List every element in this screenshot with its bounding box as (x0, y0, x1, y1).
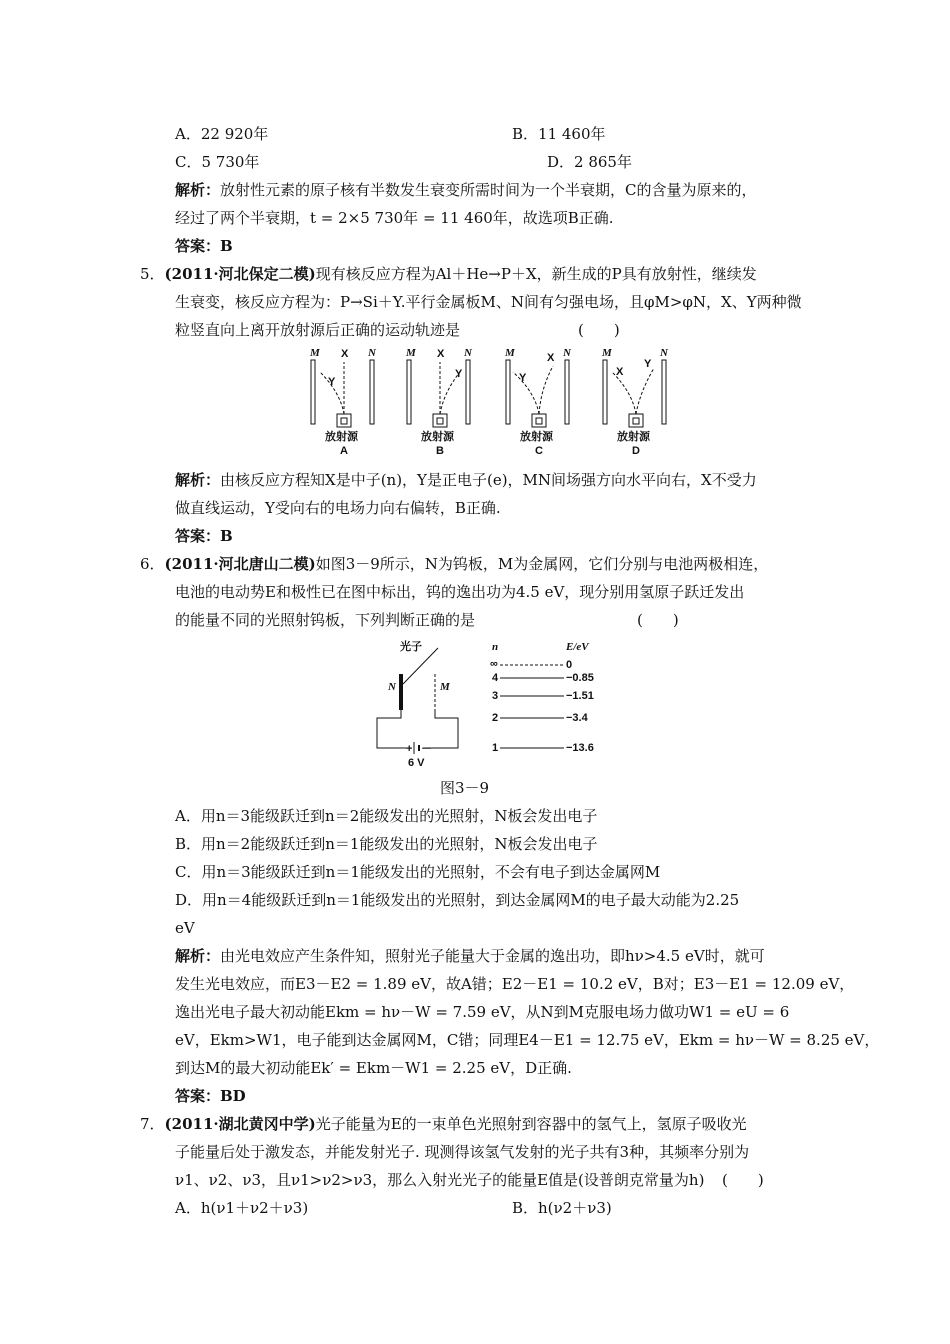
q6-option-c: C．用n＝3能级跃迁到n＝1能级发出的光照射，不会有电子到达金属网M (175, 863, 661, 881)
q5-trajectory-figure (300, 344, 680, 460)
x-label: X (547, 352, 555, 364)
q7-option-b: B．h(ν2＋ν3) (512, 1199, 612, 1217)
battery-minus: － (421, 743, 432, 755)
q5-stem-line-2: 生衰变，核反应方程为：P→Si＋Y.平行金属板M、N间有匀强电场，且φM>φN，X、Y两种微 (175, 293, 802, 311)
y-label: Y (644, 358, 652, 370)
q5-analysis-line-1: 解析：由核反应方程知X是中子(n)，Y是正电子(e)，MN间场强方向水平向右，X不受力 (175, 471, 757, 489)
q7-option-a: A．h(ν1＋ν2＋ν3) (175, 1199, 309, 1217)
plate-m-label: M (505, 347, 515, 359)
plate-m-label: M (406, 347, 416, 359)
q5-panel-b (405, 347, 473, 457)
q5-answer: 答案：B (175, 527, 233, 545)
option-label-b: B (436, 445, 444, 457)
plate-n-label: N (368, 347, 376, 359)
y-label: Y (519, 372, 527, 384)
figure-caption: 图3－9 (440, 779, 490, 797)
q6-analysis-line-4: eV，Ekm>W1，电子能到达金属网M，C错；同理E4－E1 = 12.75 eV，Ekm = hν－W = 8.25 eV， (175, 1031, 880, 1049)
level-e-2: −3.4 (566, 712, 588, 724)
option-label-a: A (340, 445, 348, 457)
option-label-c: C (535, 445, 543, 457)
q5-stem-line-3: 粒竖直向上离开放射源后正确的运动轨迹是 (175, 321, 461, 339)
n-header: n (492, 641, 499, 653)
plate-n-label: N (660, 347, 668, 359)
analysis-label: 解析： (175, 947, 221, 965)
x-label: X (616, 366, 624, 378)
q6-option-b: B．用n＝2能级跃迁到n＝1能级发出的光照射，N板会发出电子 (175, 835, 598, 853)
q6-analysis-line-3: 逸出光电子最大初动能Ekm = hν－W = 7.59 eV，从N到M克服电场力做功W1 = eU = 6 (175, 1003, 790, 1021)
q6-analysis-line-1: 解析：由光电效应产生条件知，照射光子能量大于金属的逸出功，即hν>4.5 eV时，就可 (175, 947, 765, 965)
q5-answer-bracket: ( ) (578, 321, 620, 339)
q6-stem-line-3: 的能量不同的光照射钨板，下列判断正确的是 (175, 611, 476, 629)
y-label: Y (455, 368, 463, 380)
level-e-4: −0.85 (566, 672, 594, 684)
source-label: 放射源 (520, 431, 553, 443)
q4-option-a: A．22 920年 (175, 125, 269, 143)
q6-answer-bracket: ( ) (637, 611, 679, 629)
plate-n-label: N (563, 347, 571, 359)
plate-n-label: N (388, 681, 396, 693)
photoelectric-circuit (377, 639, 458, 769)
photon-ray (403, 648, 438, 684)
q6-stem-line-1: 6．(2011·河北唐山二模)如图3－9所示，N为钨板，M为金属网，它们分别与电池两极相连， (140, 555, 769, 573)
x-label: X (437, 348, 445, 360)
q5-panel-d (601, 347, 669, 457)
q4-option-b: B．11 460年 (512, 125, 606, 143)
level-e-3: −1.51 (566, 690, 594, 702)
level-n-4: 4 (492, 672, 499, 684)
q6-analysis-line-2: 发生光电效应，而E3－E2 = 1.89 eV，故A错；E2－E1 = 10.2 eV，B对；E3－E1 = 12.09 eV， (175, 975, 855, 993)
level-n-1: 1 (492, 742, 499, 754)
option-label-d: D (632, 445, 640, 457)
q4-analysis-line-2: 经过了两个半衰期，t = 2×5 730年 = 11 460年，故选项B正确. (175, 209, 614, 227)
plate-m-label: M (310, 347, 320, 359)
level-n-inf: ∞ (490, 658, 498, 670)
q4-option-c: C．5 730年 (175, 153, 260, 171)
analysis-label: 解析： (175, 181, 221, 199)
q7-source: (2011·湖北黄冈中学) (164, 1115, 316, 1133)
q6-option-a: A．用n＝3能级跃迁到n＝2能级发出的光照射，N板会发出电子 (175, 807, 598, 825)
q7-stem-line-3: ν1、ν2、ν3，且ν1>ν2>ν3，那么入射光光子的能量E值是(设普朗克常量为h) (175, 1171, 705, 1189)
q7-stem-line-1: 7．(2011·湖北黄冈中学)光子能量为E的一束单色光照射到容器中的氢气上，氢原子吸收光 (140, 1115, 747, 1133)
q5-stem-line-1: 5．(2011·河北保定二模)现有核反应方程为Al＋He→P＋X，新生成的P具有放射性，继续发 (140, 265, 757, 283)
plate-m-label: M (602, 347, 612, 359)
q5-panel-a (309, 347, 377, 457)
battery-plus: + (406, 743, 413, 755)
q4-analysis-line-1: 解析：放射性元素的原子核有半数发生衰变所需时间为一个半衰期，C的含量为原来的， (175, 181, 757, 199)
e-header: E/eV (566, 641, 589, 653)
y-label: Y (328, 376, 336, 388)
q6-option-d-line-1: D．用n＝4能级跃迁到n＝1能级发出的光照射，到达金属网M的电子最大动能为2.25 (175, 891, 740, 909)
q6-stem-line-2: 电池的电动势E和极性已在图中标出，钨的逸出功为4.5 eV，现分别用氢原子跃迁发出 (175, 583, 745, 601)
level-e-1: −13.6 (566, 742, 594, 754)
source-label: 放射源 (421, 431, 454, 443)
q6-answer: 答案：BD (175, 1087, 246, 1105)
q4-option-d: D．2 865年 (547, 153, 632, 171)
analysis-label: 解析： (175, 471, 221, 489)
q5-analysis-line-2: 做直线运动，Y受向右的电场力向右偏转，B正确. (175, 499, 501, 517)
plate-n-label: N (464, 347, 472, 359)
battery-voltage: 6 V (408, 757, 425, 769)
level-e-inf: 0 (566, 659, 573, 671)
tungsten-plate-n (399, 674, 403, 710)
source-label: 放射源 (325, 431, 358, 443)
level-n-3: 3 (492, 690, 499, 702)
q6-source: (2011·河北唐山二模) (164, 555, 316, 573)
q4-answer: 答案：B (175, 237, 233, 255)
q5-panel-c (504, 347, 572, 457)
q7-answer-bracket: ( ) (722, 1171, 764, 1189)
q6-option-d-line-2: eV (175, 919, 195, 937)
q7-stem-line-2: 子能量后处于激发态，并能发射光子. 现测得该氢气发射的光子共有3种，其频率分别为 (175, 1143, 750, 1161)
net-m-label: M (440, 681, 450, 693)
photon-label: 光子 (400, 641, 422, 653)
source-label: 放射源 (617, 431, 650, 443)
q6-circuit-energy-figure (370, 638, 610, 768)
level-n-2: 2 (492, 712, 499, 724)
q6-analysis-line-5: 到达M的最大初动能Ek′ = Ekm－W1 = 2.25 eV，D正确. (175, 1059, 572, 1077)
energy-level-diagram (490, 641, 594, 754)
q5-source: (2011·河北保定二模) (164, 265, 316, 283)
x-label: X (341, 348, 349, 360)
